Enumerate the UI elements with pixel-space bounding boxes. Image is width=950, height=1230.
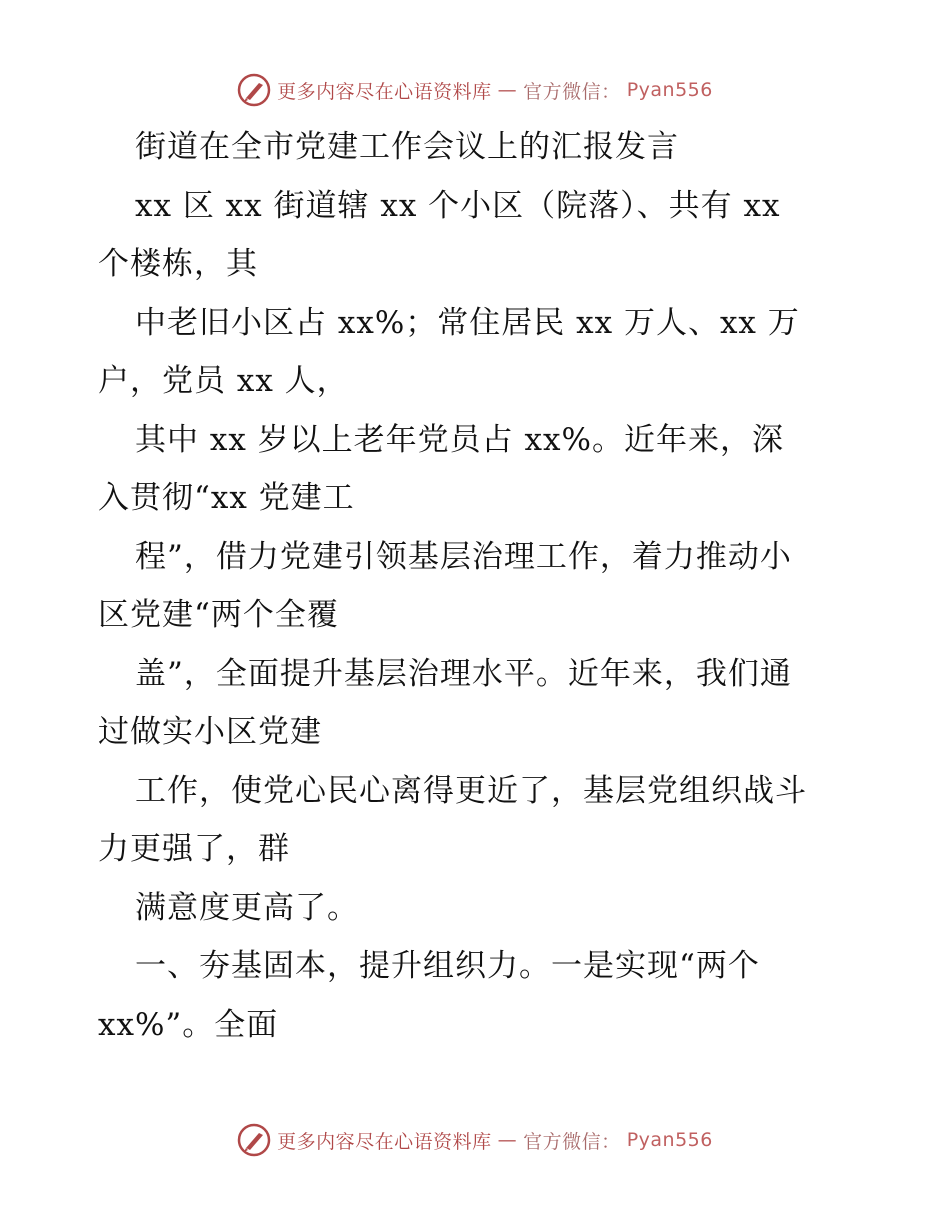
quill-circle-icon	[237, 1123, 271, 1157]
text-line: 区党建“两个全覆	[98, 597, 339, 633]
text-line: 个楼栋，其	[98, 246, 258, 282]
quill-circle-icon	[237, 73, 271, 107]
text-line: xx%”。全面	[98, 1006, 279, 1043]
text-line: 满意度更高了。	[135, 889, 359, 926]
watermark-brand: 更多内容尽在心语资料库	[277, 80, 492, 103]
watermark-wechat-id: Pyan556	[626, 79, 713, 101]
text-line: 一、夯基固本，提升组织力。一是实现“两个	[135, 948, 760, 984]
text-line: 街道在全市党建工作会议上的汇报发言	[135, 129, 679, 165]
watermark-official-label: 官方微信：	[523, 1130, 621, 1153]
watermark-dash: —	[497, 1129, 518, 1151]
text-line: 入贯彻“xx 党建工	[98, 480, 355, 516]
text-line: xx 区 xx 街道辖 xx 个小区（院落）、共有 xx	[135, 187, 781, 224]
text-line: 力更强了，群	[98, 831, 290, 867]
watermark-official-label: 官方微信：	[523, 80, 621, 103]
document-body	[98, 118, 858, 1054]
text-line: 中老旧小区占 xx%；常住居民 xx 万人、xx 万	[135, 304, 800, 341]
text-line: 工作，使党心民心离得更近了，基层党组织战斗	[135, 772, 807, 809]
watermark-brand: 更多内容尽在心语资料库	[277, 1130, 492, 1153]
text-line: 程”，借力党建引领基层治理工作，着力推动小	[135, 538, 792, 575]
text-line: 过做实小区党建	[98, 714, 322, 750]
header-watermark	[0, 70, 950, 110]
watermark-wechat-id: Pyan556	[626, 1129, 713, 1151]
watermark-dash: —	[497, 79, 518, 101]
text-line: 其中 xx 岁以上老年党员占 xx%。近年来，深	[135, 421, 784, 458]
text-line: 盖”，全面提升基层治理水平。近年来，我们通	[135, 655, 792, 692]
footer-watermark	[0, 1120, 950, 1160]
text-line: 户，党员 xx 人，	[98, 363, 349, 399]
